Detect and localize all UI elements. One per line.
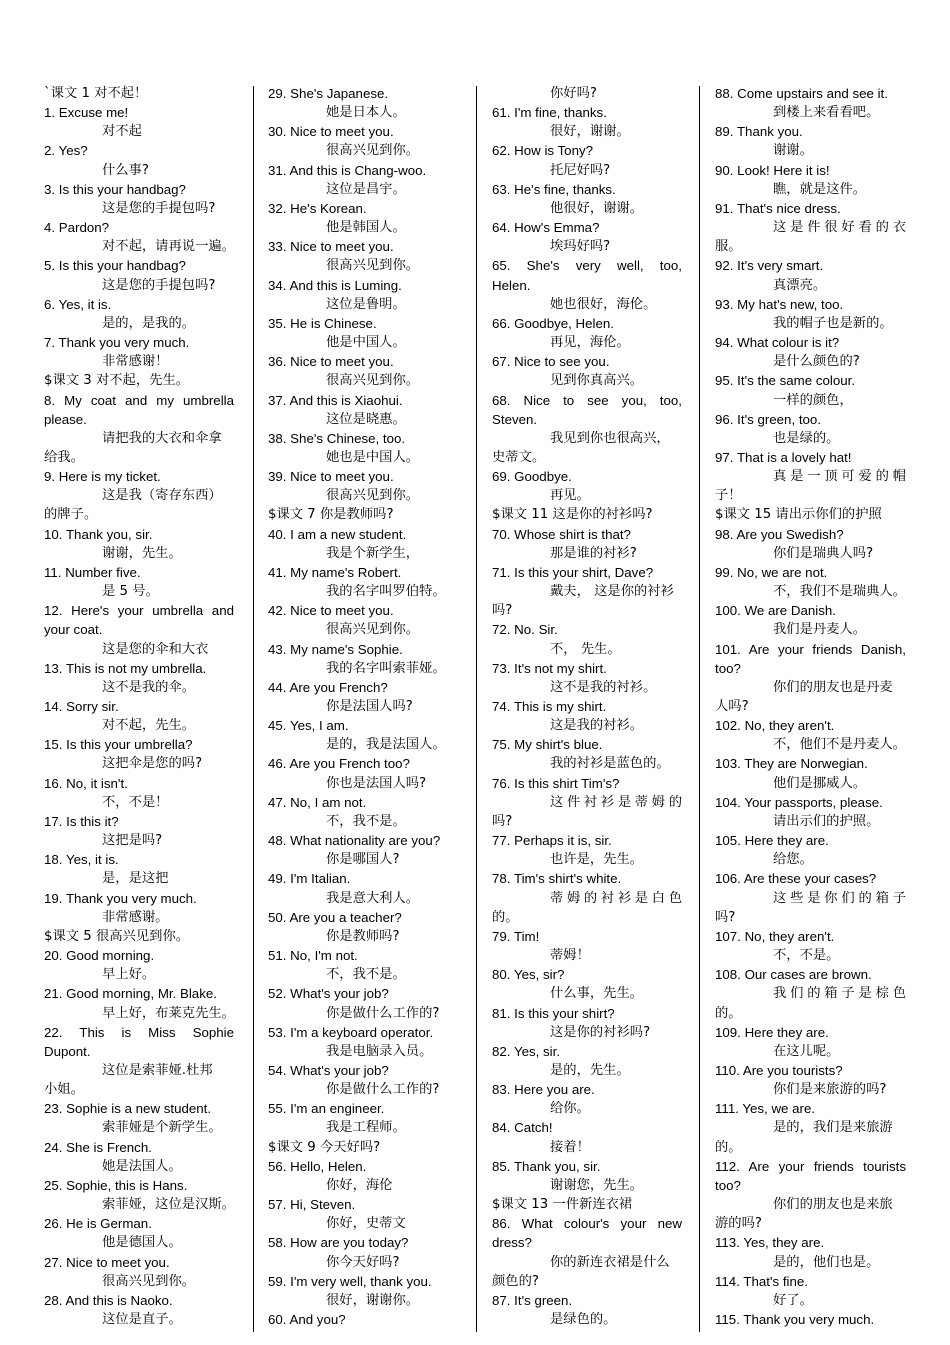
translation-continuation: 的。 xyxy=(715,1139,742,1155)
chinese-translation: 接着！ xyxy=(550,1139,590,1155)
english-sentence: 64. How's Emma? xyxy=(492,220,600,236)
chinese-translation: 你是法国人吗? xyxy=(326,699,413,714)
chinese-translation: 不， 先生。 xyxy=(550,641,621,657)
chinese-translation: 再见。 xyxy=(550,488,590,504)
chinese-translation: 你是哪国人? xyxy=(326,852,400,868)
chinese-translation: 瞧，就是这件。 xyxy=(773,181,867,197)
english-sentence: 93. My hat's new, too. xyxy=(715,296,844,312)
translation-continuation: 游的吗? xyxy=(715,1216,762,1232)
chinese-translation: 真是一顶可爱的帽 xyxy=(773,469,906,485)
chinese-translation: 是的，先生。 xyxy=(550,1062,630,1078)
chinese-translation: 谢谢，先生。 xyxy=(102,545,182,561)
chinese-translation: 这位是晓惠。 xyxy=(326,411,406,427)
text-column-3 xyxy=(492,84,682,1329)
english-sentence: 8. My coat and my umbrella xyxy=(44,392,234,408)
english-sentence: 69. Goodbye. xyxy=(492,469,572,485)
translation-continuation: 服。 xyxy=(715,239,742,255)
english-sentence: 18. Yes, it is. xyxy=(44,852,119,868)
chinese-translation: 也是绿的。 xyxy=(773,430,840,446)
english-sentence: 60. And you? xyxy=(268,1312,346,1327)
chinese-translation: 这把伞是您的吗? xyxy=(102,756,203,772)
english-sentence: 74. This is my shirt. xyxy=(492,699,607,714)
english-sentence: 112. Are your friends tourists xyxy=(715,1158,906,1174)
english-sentence: 113. Yes, they are. xyxy=(715,1235,825,1251)
chinese-translation: 很好，谢谢。 xyxy=(550,124,630,140)
lesson-heading: $课文 7 你是教师吗? xyxy=(268,507,394,523)
english-sentence: 70. Whose shirt is that? xyxy=(492,526,631,542)
english-sentence: 91. That's nice dress. xyxy=(715,200,841,216)
english-sentence: 115. Thank you very much. xyxy=(715,1312,875,1327)
chinese-translation: 我见到你也很高兴， xyxy=(550,430,670,446)
chinese-translation: 不，我们不是瑞典人。 xyxy=(773,584,906,600)
english-sentence: 28. And this is Naoko. xyxy=(44,1292,173,1308)
chinese-translation: 这是您的手提包吗? xyxy=(102,200,216,216)
english-sentence: 98. Are you Swedish? xyxy=(715,526,844,542)
english-sentence: 21. Good morning, Mr. Blake. xyxy=(44,986,217,1002)
english-sentence: 109. Here they are. xyxy=(715,1024,829,1040)
chinese-translation: 他很好，谢谢。 xyxy=(550,200,644,216)
chinese-translation: 她是法国人。 xyxy=(102,1158,182,1174)
chinese-translation: 早上好，布莱克先生。 xyxy=(102,1005,235,1021)
lesson-heading: $课文 3 对不起，先生。 xyxy=(44,373,190,389)
text-column-4 xyxy=(715,84,906,1329)
column-divider xyxy=(699,86,700,1332)
english-sentence: too? xyxy=(715,1177,741,1193)
english-sentence: 86. What colour's your new xyxy=(492,1216,682,1232)
chinese-translation: 这位是昌宇。 xyxy=(326,181,406,197)
chinese-translation: 你们的朋友也是丹麦 xyxy=(773,679,893,695)
chinese-translation: 她是日本人。 xyxy=(326,105,406,121)
english-sentence: 68. Nice to see you, too, xyxy=(492,392,682,408)
english-sentence: 13. This is not my umbrella. xyxy=(44,660,207,676)
chinese-translation: 真漂亮。 xyxy=(773,277,827,293)
english-sentence: 114. That's fine. xyxy=(715,1273,808,1289)
english-sentence: 78. Tim's shirt's white. xyxy=(492,871,622,887)
chinese-translation: 也许是，先生。 xyxy=(550,852,644,868)
english-sentence: 66. Goodbye, Helen. xyxy=(492,315,614,331)
english-sentence: 40. I am a new student. xyxy=(268,526,407,542)
english-sentence: 58. How are you today? xyxy=(268,1235,409,1251)
english-sentence: 37. And this is Xiaohui. xyxy=(268,392,403,408)
chinese-translation: 你今天好吗? xyxy=(326,1254,400,1270)
translation-continuation: 吗? xyxy=(715,909,736,925)
english-sentence: 72. No. Sir. xyxy=(492,622,558,638)
column-divider xyxy=(253,86,254,1332)
english-sentence: 31. And this is Chang-woo. xyxy=(268,162,427,178)
english-sentence: 2. Yes? xyxy=(44,143,88,159)
column-divider xyxy=(476,86,477,1332)
chinese-translation: 她也是中国人。 xyxy=(326,449,420,465)
english-sentence: 53. I'm a keyboard operator. xyxy=(268,1024,434,1040)
chinese-translation: 这是我（寄存东西） xyxy=(102,488,222,504)
chinese-translation: 他是中国人。 xyxy=(326,335,406,351)
chinese-translation: 我们是丹麦人。 xyxy=(773,622,867,638)
chinese-translation: 你好吗? xyxy=(550,86,597,101)
english-sentence: 36. Nice to meet you. xyxy=(268,354,394,370)
english-sentence: Dupont. xyxy=(44,1043,91,1059)
chinese-translation: 很高兴见到你。 xyxy=(326,258,420,274)
translation-continuation: 史蒂文。 xyxy=(492,449,546,465)
english-sentence: 17. Is this it? xyxy=(44,813,119,829)
lesson-heading: `课文 1 对不起！ xyxy=(44,86,148,101)
chinese-translation: 什么事? xyxy=(102,162,149,178)
english-sentence: 43. My name's Sophie. xyxy=(268,641,403,657)
english-sentence: 77. Perhaps it is, sir. xyxy=(492,833,612,849)
chinese-translation: 他们是挪威人。 xyxy=(773,775,867,791)
english-sentence: 47. No, I am not. xyxy=(268,794,367,810)
english-sentence: 11. Number five. xyxy=(44,564,141,580)
chinese-translation: 索菲娅是个新学生。 xyxy=(102,1120,222,1136)
english-sentence: 83. Here you are. xyxy=(492,1082,595,1098)
chinese-translation: 是的，我们是来旅游 xyxy=(773,1120,893,1136)
english-sentence: your coat. xyxy=(44,622,103,638)
chinese-translation: 什么事，先生。 xyxy=(550,986,644,1002)
translation-continuation: 给我。 xyxy=(44,449,84,465)
chinese-translation: 谢谢。 xyxy=(773,143,813,159)
translation-continuation: 的。 xyxy=(492,909,519,925)
english-sentence: 71. Is this your shirt, Dave? xyxy=(492,564,654,580)
chinese-translation: 很好，谢谢你。 xyxy=(326,1292,420,1308)
english-sentence: 51. No, I'm not. xyxy=(268,948,358,964)
english-sentence: 22. This is Miss Sophie xyxy=(44,1024,234,1040)
chinese-translation: 到楼上来看看吧。 xyxy=(773,105,880,121)
chinese-translation: 托尼好吗? xyxy=(550,162,611,178)
chinese-translation: 请把我的大衣和伞拿 xyxy=(102,430,222,446)
english-sentence: 82. Yes, sir. xyxy=(492,1043,561,1059)
english-sentence: 90. Look! Here it is! xyxy=(715,162,830,178)
chinese-translation: 请出示们的护照。 xyxy=(773,813,880,829)
chinese-translation: 非常感谢。 xyxy=(102,909,169,925)
chinese-translation: 不，不是。 xyxy=(773,948,840,964)
english-sentence: 61. I'm fine, thanks. xyxy=(492,105,607,121)
chinese-translation: 不，我不是。 xyxy=(326,967,406,983)
english-sentence: 49. I'm Italian. xyxy=(268,871,351,887)
english-sentence: 34. And this is Luming. xyxy=(268,277,402,293)
chinese-translation: 是的，他们也是。 xyxy=(773,1254,880,1270)
english-sentence: 42. Nice to meet you. xyxy=(268,603,394,619)
chinese-translation: 这不是我的伞。 xyxy=(102,679,196,695)
chinese-translation: 我的帽子也是新的。 xyxy=(773,315,893,331)
chinese-translation: 这件衬衫是蒂姆的 xyxy=(550,794,682,810)
english-sentence: 105. Here they are. xyxy=(715,833,829,849)
english-sentence: 96. It's green, too. xyxy=(715,411,822,427)
chinese-translation: 是 5 号。 xyxy=(102,584,159,600)
english-sentence: 15. Is this your umbrella? xyxy=(44,737,193,753)
english-sentence: 100. We are Danish. xyxy=(715,603,836,619)
english-sentence: 10. Thank you, sir. xyxy=(44,526,153,542)
translation-continuation: 的牌子。 xyxy=(44,507,98,523)
chinese-translation: 在这儿呢。 xyxy=(773,1043,840,1059)
lesson-heading: $课文 15 请出示你们的护照 xyxy=(715,507,882,523)
english-sentence: 85. Thank you, sir. xyxy=(492,1158,601,1174)
english-sentence: 29. She's Japanese. xyxy=(268,86,389,101)
chinese-translation: 你是做什么工作的? xyxy=(326,1082,440,1098)
chinese-translation: 这是您的手提包吗? xyxy=(102,277,216,293)
chinese-translation: 再见，海伦。 xyxy=(550,335,630,351)
chinese-translation: 很高兴见到你。 xyxy=(102,1273,196,1289)
chinese-translation: 我的名字叫索菲娅。 xyxy=(326,660,446,676)
chinese-translation: 你的新连衣裙是什么 xyxy=(550,1254,670,1270)
english-sentence: 16. No, it isn't. xyxy=(44,775,128,791)
chinese-translation: 这是我的衬衫。 xyxy=(550,718,644,734)
translation-continuation: 颜色的? xyxy=(492,1273,539,1289)
english-sentence: 79. Tim! xyxy=(492,928,540,944)
chinese-translation: 戴夫， 这是你的衬衫 xyxy=(550,584,674,600)
chinese-translation: 这位是鲁明。 xyxy=(326,296,406,312)
english-sentence: 76. Is this shirt Tim's? xyxy=(492,775,620,791)
english-sentence: 103. They are Norwegian. xyxy=(715,756,868,772)
chinese-translation: 我是工程师。 xyxy=(326,1120,406,1136)
translation-continuation: 人吗? xyxy=(715,699,749,714)
english-sentence: 39. Nice to meet you. xyxy=(268,469,394,485)
english-sentence: 102. No, they aren't. xyxy=(715,718,835,734)
english-sentence: 87. It's green. xyxy=(492,1292,573,1308)
chinese-translation: 你们是来旅游的吗? xyxy=(773,1082,887,1098)
english-sentence: too? xyxy=(715,660,741,676)
lesson-heading: $课文 9 今天好吗? xyxy=(268,1139,381,1155)
english-sentence: 38. She's Chinese, too. xyxy=(268,430,406,446)
chinese-translation: 是什么颜色的? xyxy=(773,354,860,370)
chinese-translation: 我是电脑录入员。 xyxy=(326,1043,433,1059)
english-sentence: 56. Hello, Helen. xyxy=(268,1158,367,1174)
text-column-1 xyxy=(44,84,234,1329)
english-sentence: 97. That is a lovely hat! xyxy=(715,449,852,465)
english-sentence: 81. Is this your shirt? xyxy=(492,1005,615,1021)
english-sentence: 4. Pardon? xyxy=(44,220,110,236)
translation-continuation: 小姐。 xyxy=(44,1082,84,1098)
chinese-translation: 你是教师吗? xyxy=(326,928,400,944)
english-sentence: 50. Are you a teacher? xyxy=(268,909,402,925)
english-sentence: 89. Thank you. xyxy=(715,124,803,140)
chinese-translation: 我的名字叫罗伯特。 xyxy=(326,584,446,600)
english-sentence: 94. What colour is it? xyxy=(715,335,840,351)
chinese-translation: 你是做什么工作的? xyxy=(326,1005,440,1021)
chinese-translation: 你好，史蒂文 xyxy=(326,1216,406,1232)
chinese-translation: 早上好。 xyxy=(102,967,156,983)
chinese-translation: 非常感谢！ xyxy=(102,354,169,370)
english-sentence: 19. Thank you very much. xyxy=(44,890,197,906)
chinese-translation: 你们的朋友也是来旅 xyxy=(773,1197,893,1213)
chinese-translation: 这是件很好看的衣 xyxy=(773,220,906,236)
chinese-translation: 给您。 xyxy=(773,852,813,868)
chinese-translation: 很高兴见到你。 xyxy=(326,488,420,504)
english-sentence: 26. He is German. xyxy=(44,1216,152,1232)
chinese-translation: 给你。 xyxy=(550,1101,590,1117)
english-sentence: 3. Is this your handbag? xyxy=(44,181,186,197)
english-sentence: 111. Yes, we are. xyxy=(715,1101,816,1117)
english-sentence: 55. I'm an engineer. xyxy=(268,1101,385,1117)
english-sentence: 67. Nice to see you. xyxy=(492,354,610,370)
english-sentence: 25. Sophie, this is Hans. xyxy=(44,1177,188,1193)
lesson-heading: $课文 11 这是你的衬衫吗? xyxy=(492,507,653,523)
english-sentence: 30. Nice to meet you. xyxy=(268,124,394,140)
chinese-translation: 你好，海伦 xyxy=(326,1177,393,1193)
english-sentence: 104. Your passports, please. xyxy=(715,794,883,810)
english-sentence: please. xyxy=(44,411,87,427)
english-sentence: 101. Are your friends Danish, xyxy=(715,641,906,657)
chinese-translation: 他是韩国人。 xyxy=(326,220,406,236)
chinese-translation: 你也是法国人吗? xyxy=(326,775,427,791)
english-sentence: 75. My shirt's blue. xyxy=(492,737,603,753)
chinese-translation: 我是意大利人。 xyxy=(326,890,420,906)
english-sentence: 1. Excuse me! xyxy=(44,105,129,121)
chinese-translation: 我是个新学生， xyxy=(326,545,420,561)
chinese-translation: 这不是我的衬衫。 xyxy=(550,679,657,695)
chinese-translation: 这把是吗? xyxy=(102,833,163,849)
chinese-translation: 是，是这把 xyxy=(102,871,169,887)
chinese-translation: 她也很好，海伦。 xyxy=(550,296,657,312)
english-sentence: 23. Sophie is a new student. xyxy=(44,1101,212,1117)
english-sentence: 12. Here's your umbrella and xyxy=(44,603,234,619)
chinese-translation: 是的，我是法国人。 xyxy=(326,737,446,753)
english-sentence: 41. My name's Robert. xyxy=(268,564,402,580)
chinese-translation: 一样的颜色， xyxy=(773,392,853,408)
chinese-translation: 我们的箱子是棕色 xyxy=(773,986,906,1002)
english-sentence: 99. No, we are not. xyxy=(715,564,828,580)
english-sentence: 88. Come upstairs and see it. xyxy=(715,86,888,101)
english-sentence: Steven. xyxy=(492,411,538,427)
english-sentence: 6. Yes, it is. xyxy=(44,296,112,312)
english-sentence: 48. What nationality are you? xyxy=(268,833,441,849)
translation-continuation: 吗? xyxy=(492,603,513,619)
english-sentence: 95. It's the same colour. xyxy=(715,373,856,389)
chinese-translation: 是绿色的。 xyxy=(550,1312,617,1327)
chinese-translation: 蒂姆！ xyxy=(550,948,590,964)
english-sentence: 5. Is this your handbag? xyxy=(44,258,186,274)
english-sentence: 107. No, they aren't. xyxy=(715,928,835,944)
chinese-translation: 很高兴见到你。 xyxy=(326,143,420,159)
chinese-translation: 很高兴见到你。 xyxy=(326,622,420,638)
chinese-translation: 是的，是我的。 xyxy=(102,315,196,331)
text-column-2 xyxy=(268,84,458,1329)
english-sentence: 44. Are you French? xyxy=(268,679,388,695)
lesson-heading: $课文 5 很高兴见到你。 xyxy=(44,928,190,944)
english-sentence: 57. Hi, Steven. xyxy=(268,1197,356,1213)
english-sentence: 59. I'm very well, thank you. xyxy=(268,1273,432,1289)
chinese-translation: 这位是索菲娅.杜邦 xyxy=(102,1062,213,1078)
translation-continuation: 吗? xyxy=(492,813,513,829)
english-sentence: 73. It's not my shirt. xyxy=(492,660,607,676)
english-sentence: 63. He's fine, thanks. xyxy=(492,181,616,197)
chinese-translation: 不，我不是。 xyxy=(326,813,406,829)
english-sentence: Helen. xyxy=(492,277,531,293)
chinese-translation: 谢谢您，先生。 xyxy=(550,1177,644,1193)
chinese-translation: 这些是你们的箱子 xyxy=(773,890,906,906)
chinese-translation: 对不起，请再说一遍。 xyxy=(102,239,235,255)
english-sentence: 110. Are you tourists? xyxy=(715,1062,843,1078)
english-sentence: 108. Our cases are brown. xyxy=(715,967,872,983)
translation-continuation: 子！ xyxy=(715,488,742,504)
chinese-translation: 对不起 xyxy=(102,124,142,140)
english-sentence: 52. What's your job? xyxy=(268,986,389,1002)
chinese-translation: 不，他们不是丹麦人。 xyxy=(773,737,906,753)
english-sentence: 35. He is Chinese. xyxy=(268,315,377,331)
english-sentence: 24. She is French. xyxy=(44,1139,152,1155)
chinese-translation: 那是谁的衬衫? xyxy=(550,545,637,561)
chinese-translation: 这是您的伞和大衣 xyxy=(102,641,209,657)
chinese-translation: 我的衬衫是蓝色的。 xyxy=(550,756,670,772)
chinese-translation: 好了。 xyxy=(773,1292,813,1308)
english-sentence: 9. Here is my ticket. xyxy=(44,469,161,485)
english-sentence: 27. Nice to meet you. xyxy=(44,1254,170,1270)
chinese-translation: 这位是直子。 xyxy=(102,1312,182,1327)
english-sentence: 32. He's Korean. xyxy=(268,200,367,216)
english-sentence: 84. Catch! xyxy=(492,1120,553,1136)
lesson-heading: $课文 13 一件新连衣裙 xyxy=(492,1197,633,1213)
chinese-translation: 对不起，先生。 xyxy=(102,718,196,734)
english-sentence: 20. Good morning. xyxy=(44,948,155,964)
english-sentence: 45. Yes, I am. xyxy=(268,718,349,734)
chinese-translation: 索菲娅，这位是汉斯。 xyxy=(102,1197,235,1213)
english-sentence: 33. Nice to meet you. xyxy=(268,239,394,255)
chinese-translation: 你们是瑞典人吗? xyxy=(773,545,874,561)
english-sentence: dress? xyxy=(492,1235,532,1251)
chinese-translation: 埃玛好吗? xyxy=(550,239,611,255)
english-sentence: 62. How is Tony? xyxy=(492,143,594,159)
chinese-translation: 他是德国人。 xyxy=(102,1235,182,1251)
chinese-translation: 蒂姆的衬衫是白色 xyxy=(550,890,682,906)
english-sentence: 54. What's your job? xyxy=(268,1062,389,1078)
english-sentence: 65. She's very well, too, xyxy=(492,258,682,274)
english-sentence: 14. Sorry sir. xyxy=(44,699,119,714)
translation-continuation: 的。 xyxy=(715,1005,742,1021)
chinese-translation: 不，不是！ xyxy=(102,794,169,810)
chinese-translation: 这是你的衬衫吗? xyxy=(550,1024,651,1040)
english-sentence: 7. Thank you very much. xyxy=(44,335,190,351)
english-sentence: 46. Are you French too? xyxy=(268,756,410,772)
english-sentence: 106. Are these your cases? xyxy=(715,871,877,887)
english-sentence: 80. Yes, sir? xyxy=(492,967,565,983)
english-sentence: 92. It's very smart. xyxy=(715,258,824,274)
chinese-translation: 见到你真高兴。 xyxy=(550,373,644,389)
chinese-translation: 很高兴见到你。 xyxy=(326,373,420,389)
